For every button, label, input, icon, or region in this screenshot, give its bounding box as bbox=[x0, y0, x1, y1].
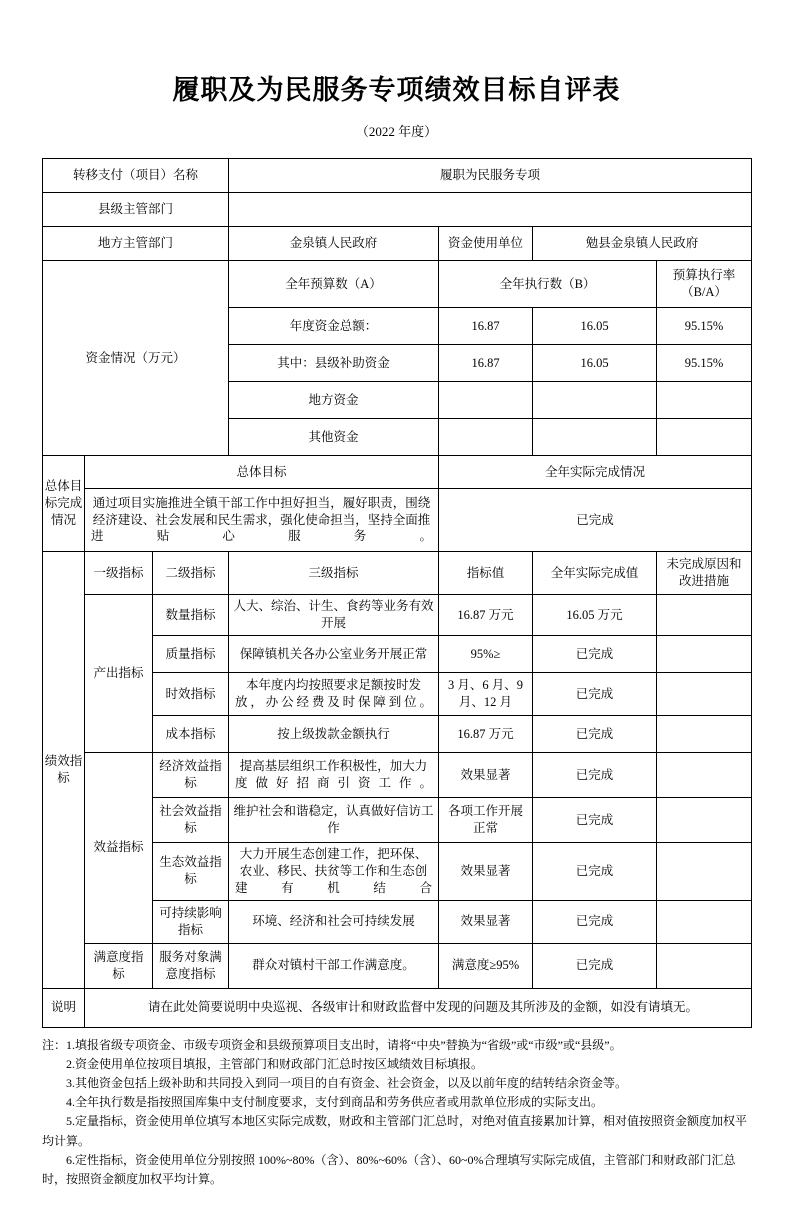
perf-reason bbox=[657, 673, 752, 716]
project-name-label: 转移支付（项目）名称 bbox=[43, 159, 229, 193]
table-row bbox=[43, 943, 752, 988]
table-row bbox=[43, 261, 752, 308]
page-title: 履职及为民服务专项绩效目标自评表 bbox=[172, 75, 621, 105]
perf-group-name: 效益指标 bbox=[85, 753, 153, 944]
funds-col-b-header: 全年执行数（B） bbox=[439, 261, 657, 308]
project-name-value: 履职为民服务专项 bbox=[229, 159, 752, 193]
perf-header-actual: 全年实际完成值 bbox=[533, 552, 657, 595]
perf-group-name: 产出指标 bbox=[85, 595, 153, 753]
local-dept-value: 金泉镇人民政府 bbox=[229, 227, 439, 261]
perf-actual: 已完成 bbox=[533, 716, 657, 753]
perf-reason bbox=[657, 753, 752, 798]
funds-col-a-header: 全年预算数（A） bbox=[229, 261, 439, 308]
table-row bbox=[43, 753, 752, 798]
perf-l2: 生态效益指标 bbox=[153, 843, 229, 901]
table-row bbox=[43, 456, 752, 489]
table-row bbox=[43, 193, 752, 227]
perf-l2: 时效指标 bbox=[153, 673, 229, 716]
perf-actual: 16.05 万元 bbox=[533, 595, 657, 636]
perf-l2: 成本指标 bbox=[153, 716, 229, 753]
county-dept-value bbox=[229, 193, 752, 227]
remark-label: 说明 bbox=[43, 988, 85, 1027]
perf-reason bbox=[657, 843, 752, 901]
table-row bbox=[43, 489, 752, 552]
perf-actual: 已完成 bbox=[533, 843, 657, 901]
table-row bbox=[43, 552, 752, 595]
perf-l2: 社会效益指标 bbox=[153, 798, 229, 843]
perf-l3: 大力开展生态创建工作，把环保、农业、移民、扶贫等工作和生态创建有机结合 bbox=[229, 843, 439, 901]
perf-target: 效果显著 bbox=[439, 843, 533, 901]
note-item: 注：1.填报省级专项资金、市级专项资金和县级预算项目支出时，请将“中央”替换为“省级”或“市级”或“县级”。 bbox=[42, 1037, 622, 1052]
note-item: 3.其他资金包括上级补助和共同投入到同一项目的自有资金、社会资金，以及以前年度的结转结余资金等。 bbox=[66, 1076, 628, 1090]
perf-actual: 已完成 bbox=[533, 798, 657, 843]
fund-item-b: 16.05 bbox=[533, 345, 657, 382]
note-item: 2.资金使用单位按项目填报，主管部门和财政部门汇总时按区域绩效目标填报。 bbox=[66, 1056, 484, 1071]
perf-target: 效果显著 bbox=[439, 900, 533, 943]
perf-reason bbox=[657, 595, 752, 636]
perf-target: 95%≥ bbox=[439, 636, 533, 673]
fund-unit-label: 资金使用单位 bbox=[439, 227, 533, 261]
perf-target: 满意度≥95% bbox=[439, 943, 533, 988]
fund-item-a bbox=[439, 382, 533, 419]
perf-section-label: 绩效指标 bbox=[43, 552, 85, 989]
fund-item-b bbox=[533, 382, 657, 419]
perf-target: 16.87 万元 bbox=[439, 595, 533, 636]
funds-label: 资金情况（万元） bbox=[43, 261, 229, 456]
self-evaluation-table bbox=[42, 158, 752, 1028]
note-item: 6.定性指标，资金使用单位分别按照 100%~80%（含）、80%~60%（含）、60~0%合理填写实际完成值，主管部门和财政部门汇总时，按照资金额度加权平均计算。 bbox=[42, 1152, 736, 1186]
table-row bbox=[43, 988, 752, 1027]
perf-l3: 群众对镇村干部工作满意度。 bbox=[229, 943, 439, 988]
fund-item-rate: 95.15% bbox=[657, 345, 752, 382]
county-dept-label: 县级主管部门 bbox=[43, 193, 229, 227]
funds-rate-header: 预算执行率（B/A） bbox=[657, 261, 752, 308]
perf-reason bbox=[657, 716, 752, 753]
footer-notes bbox=[42, 1036, 751, 1190]
overall-goal-text: 通过项目实施推进全镇干部工作中担好担当，履好职责，围绕经济建设、社会发展和民生需求，强化使命担当，坚持全面推进贴心服务。 bbox=[85, 489, 439, 552]
fund-item-rate: 95.15% bbox=[657, 308, 752, 345]
perf-actual: 已完成 bbox=[533, 636, 657, 673]
perf-header-level1: 一级指标 bbox=[85, 552, 153, 595]
perf-l3: 提高基层组织工作积极性，加大力度做好招商引资工作。 bbox=[229, 753, 439, 798]
fund-item-name: 其他资金 bbox=[229, 419, 439, 456]
fund-item-name: 地方资金 bbox=[229, 382, 439, 419]
overall-actual-text: 已完成 bbox=[439, 489, 752, 552]
overall-actual-header: 全年实际完成情况 bbox=[439, 456, 752, 489]
perf-header-reason: 未完成原因和改进措施 bbox=[657, 552, 752, 595]
perf-actual: 已完成 bbox=[533, 753, 657, 798]
overall-goal-header: 总体目标 bbox=[85, 456, 439, 489]
page-subtitle: （2022 年度） bbox=[355, 124, 438, 139]
local-dept-label: 地方主管部门 bbox=[43, 227, 229, 261]
fund-item-rate bbox=[657, 419, 752, 456]
perf-actual: 已完成 bbox=[533, 673, 657, 716]
perf-l2: 服务对象满意度指标 bbox=[153, 943, 229, 988]
perf-l2: 经济效益指标 bbox=[153, 753, 229, 798]
perf-actual: 已完成 bbox=[533, 943, 657, 988]
note-item: 5.定量指标，资金使用单位填写本地区实际完成数，财政和主管部门汇总时，对绝对值直接累加计算，相对值按照资金额度加权平均计算。 bbox=[42, 1114, 748, 1148]
fund-unit-value: 勉县金泉镇人民政府 bbox=[533, 227, 752, 261]
perf-target: 效果显著 bbox=[439, 753, 533, 798]
perf-target: 各项工作开展正常 bbox=[439, 798, 533, 843]
perf-header-level3: 三级指标 bbox=[229, 552, 439, 595]
perf-header-target: 指标值 bbox=[439, 552, 533, 595]
perf-l2: 数量指标 bbox=[153, 595, 229, 636]
fund-item-b: 16.05 bbox=[533, 308, 657, 345]
table-row bbox=[43, 595, 752, 636]
perf-header-level2: 二级指标 bbox=[153, 552, 229, 595]
perf-reason bbox=[657, 798, 752, 843]
perf-reason bbox=[657, 900, 752, 943]
perf-l3: 本年度内均按照要求足额按时发放，办公经费及时保障到位。 bbox=[229, 673, 439, 716]
fund-item-name: 其中：县级补助资金 bbox=[229, 345, 439, 382]
table-row bbox=[43, 227, 752, 261]
perf-target: 16.87 万元 bbox=[439, 716, 533, 753]
perf-target: 3 月、6 月、9 月、12 月 bbox=[439, 673, 533, 716]
fund-item-rate bbox=[657, 382, 752, 419]
fund-item-a bbox=[439, 419, 533, 456]
perf-l2: 质量指标 bbox=[153, 636, 229, 673]
perf-l3: 人大、综治、计生、食药等业务有效开展 bbox=[229, 595, 439, 636]
note-item: 4.全年执行数是指按照国库集中支付制度要求，支付到商品和劳务供应者或用款单位形成的实际支出。 bbox=[66, 1095, 604, 1110]
perf-l2: 可持续影响指标 bbox=[153, 900, 229, 943]
perf-group-name: 满意度指标 bbox=[85, 943, 153, 988]
fund-item-a: 16.87 bbox=[439, 308, 533, 345]
perf-l3: 维护社会和谐稳定，认真做好信访工作 bbox=[229, 798, 439, 843]
fund-item-name: 年度资金总额： bbox=[229, 308, 439, 345]
perf-l3: 按上级拨款金额执行 bbox=[229, 716, 439, 753]
overall-section-label: 总体目标完成情况 bbox=[43, 456, 85, 552]
remark-text: 请在此处简要说明中央巡视、各级审计和财政监督中发现的问题及其所涉及的金额，如没有请填无。 bbox=[85, 988, 752, 1027]
table-row bbox=[43, 159, 752, 193]
perf-l3: 环境、经济和社会可持续发展 bbox=[229, 900, 439, 943]
perf-actual: 已完成 bbox=[533, 900, 657, 943]
perf-l3: 保障镇机关各办公室业务开展正常 bbox=[229, 636, 439, 673]
fund-item-b bbox=[533, 419, 657, 456]
fund-item-a: 16.87 bbox=[439, 345, 533, 382]
perf-reason bbox=[657, 943, 752, 988]
perf-reason bbox=[657, 636, 752, 673]
